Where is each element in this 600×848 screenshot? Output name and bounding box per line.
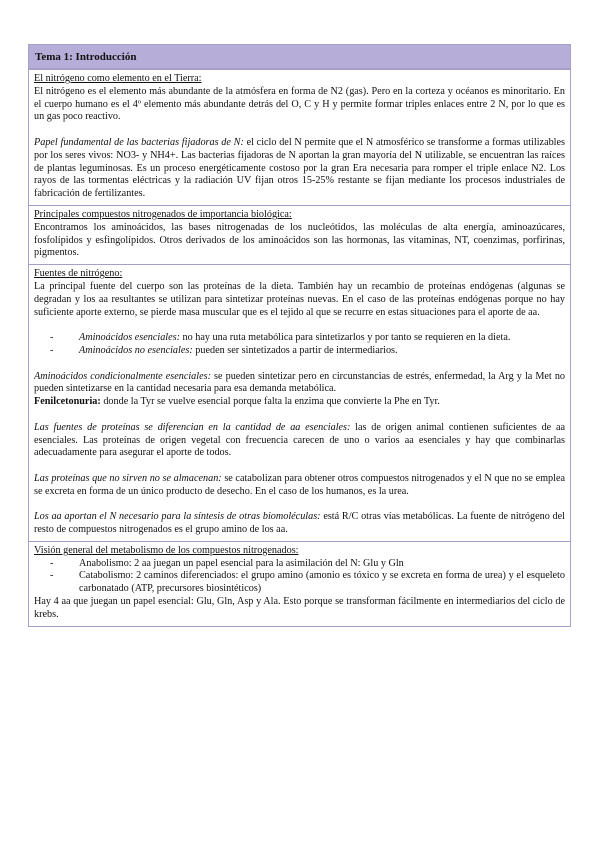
- italic-lead: Las fuentes de proteínas se diferencian en la cantidad de aa esenciales:: [34, 421, 351, 433]
- bold-lead: Fenilcetonuria:: [34, 396, 101, 408]
- paragraph: [34, 511, 565, 537]
- italic-lead: Aminoácidos condicionalmente esenciales:: [34, 370, 211, 382]
- section-main-compounds: [29, 205, 570, 264]
- document-table: [28, 44, 571, 627]
- list-item: [34, 345, 565, 358]
- section-nitrogen-earth: [29, 69, 570, 205]
- italic-lead: Las proteínas que no sirven no se almacenan:: [34, 472, 222, 484]
- bullet-list: [34, 332, 565, 358]
- list-item: [34, 332, 565, 345]
- paragraph-text: las de origen animal contienen suficientes de aa esenciales. Las proteínas de origen vegetal con frecuencia carecen de uno o varios aa esenciales y hay que combinarlas adecuadamente para asegurar el aporte de todos.: [34, 421, 565, 459]
- bullet-list: [34, 558, 565, 596]
- paragraph: [34, 422, 565, 460]
- list-item-text: no hay una ruta metabólica para sintetizarlos y por tanto se requieren en la dieta.: [180, 332, 511, 344]
- list-item: - Anabolismo: 2 aa juegan un papel esencial para la asimilación del N: Glu y Gln: [34, 558, 565, 571]
- italic-lead: Papel fundamental de las bacterias fijadoras de N:: [34, 136, 244, 148]
- paragraph-text: se catabolizan para obtener otros compuestos nitrogenados y el N que no se emplea se excreta en forma de un único producto de desecho. En el caso de los humanos, es la urea.: [34, 472, 565, 497]
- italic-lead: Los aa aportan el N necesario para la síntesis de otras biomoléculas:: [34, 511, 321, 523]
- section-title: Principales compuestos nitrogenados de importancia biológica:: [34, 208, 292, 220]
- italic-lead: Aminoácidos esenciales:: [79, 332, 180, 344]
- paragraph: [34, 473, 565, 499]
- section-metabolism-overview: [29, 541, 570, 626]
- paragraph-text: se pueden sintetizar pero en circunstancias de estrés, enfermedad, la Arg y la Met no pueden sintetizarse en la cantidad necesaria para esa demanda metabólica.: [34, 370, 566, 395]
- paragraph: [34, 396, 565, 409]
- section-nitrogen-sources: [29, 264, 570, 541]
- italic-lead: Aminoácidos no esenciales:: [79, 344, 193, 356]
- paragraph-text: donde la Tyr se vuelve esencial porque falta la enzima que convierte la Phe en Tyr.: [100, 396, 440, 408]
- paragraph: Encontramos los aminoácidos, las bases nitrogenadas de los nucleótidos, las moléculas de alta energía, aminoazúcares, fosfolípidos y esfingolípidos. Otros derivados de los aminoácidos son las hormonas, las vitaminas, NT, coenzimas, porfirinas, pigmentos.: [34, 221, 565, 259]
- paragraph: El nitrógeno es el elemento más abundante de la atmósfera en forma de N2 (gas). Pero en la corteza y océanos es minoritario. En el cuerpo humano es el 4º elemento más abundante detrás del O, C y H y permite formar triples enlaces entre 2 N, por lo que es un gas poco reactivo.: [34, 85, 565, 123]
- section-title: Visión general del metabolismo de los compuestos nitrogenados:: [34, 544, 299, 556]
- list-item: - Catabolismo: 2 caminos diferenciados: el grupo amino (amonio es tóxico y se excreta en forma de urea) y el esqueleto carbonatado (ATP, precursores biosintéticos): [34, 570, 565, 596]
- paragraph: [34, 137, 565, 201]
- page-title: Tema 1: Introducción: [29, 45, 570, 69]
- paragraph-text: está R/C otras vías metabólicas. La fuente de nitrógeno del resto de compuestos nitrogenados es el grupo amino de los aa.: [34, 511, 565, 536]
- section-title: El nitrógeno como elemento en el Tierra:: [34, 73, 202, 84]
- paragraph-text: el ciclo del N permite que el N atmosférico se transforme a formas utilizables por los seres vivos: NO3- y NH4+. Las bacterias fijadoras de N aportan la gran mayoría del N utilizable, se encuentran las raíces de plantas leguminosas. Es un proceso energéticamente costoso por la gran Era necesaria para romper el triple enlace N2. Los rayos de las tormentas eléctricas y la radiación UV fijan otros 15-25% restante se fijan mediante los procesos industriales de fabricación de fertilizantes.: [34, 136, 565, 200]
- paragraph: [34, 371, 565, 397]
- paragraph: La principal fuente del cuerpo son las proteínas de la dieta. También hay un recambio de proteínas endógenas (algunas se degradan y los aa resultantes se utilizan para sintetizar proteínas nuevas. En el caso de las proteínas endógenas porque no hay suficiente aporte externo, se pierde masa muscular que es el tejido al que se recurre en estas situaciones para el aporte de aa.: [34, 280, 565, 318]
- list-item-text: pueden ser sintetizados a partir de intermediarios.: [192, 344, 398, 356]
- section-title: Fuentes de nitrógeno:: [34, 268, 123, 280]
- paragraph: Hay 4 aa que juegan un papel esencial: Glu, Gln, Asp y Ala. Esto porque se transforman fácilmente en intermediarios del ciclo de krebs.: [34, 596, 565, 620]
